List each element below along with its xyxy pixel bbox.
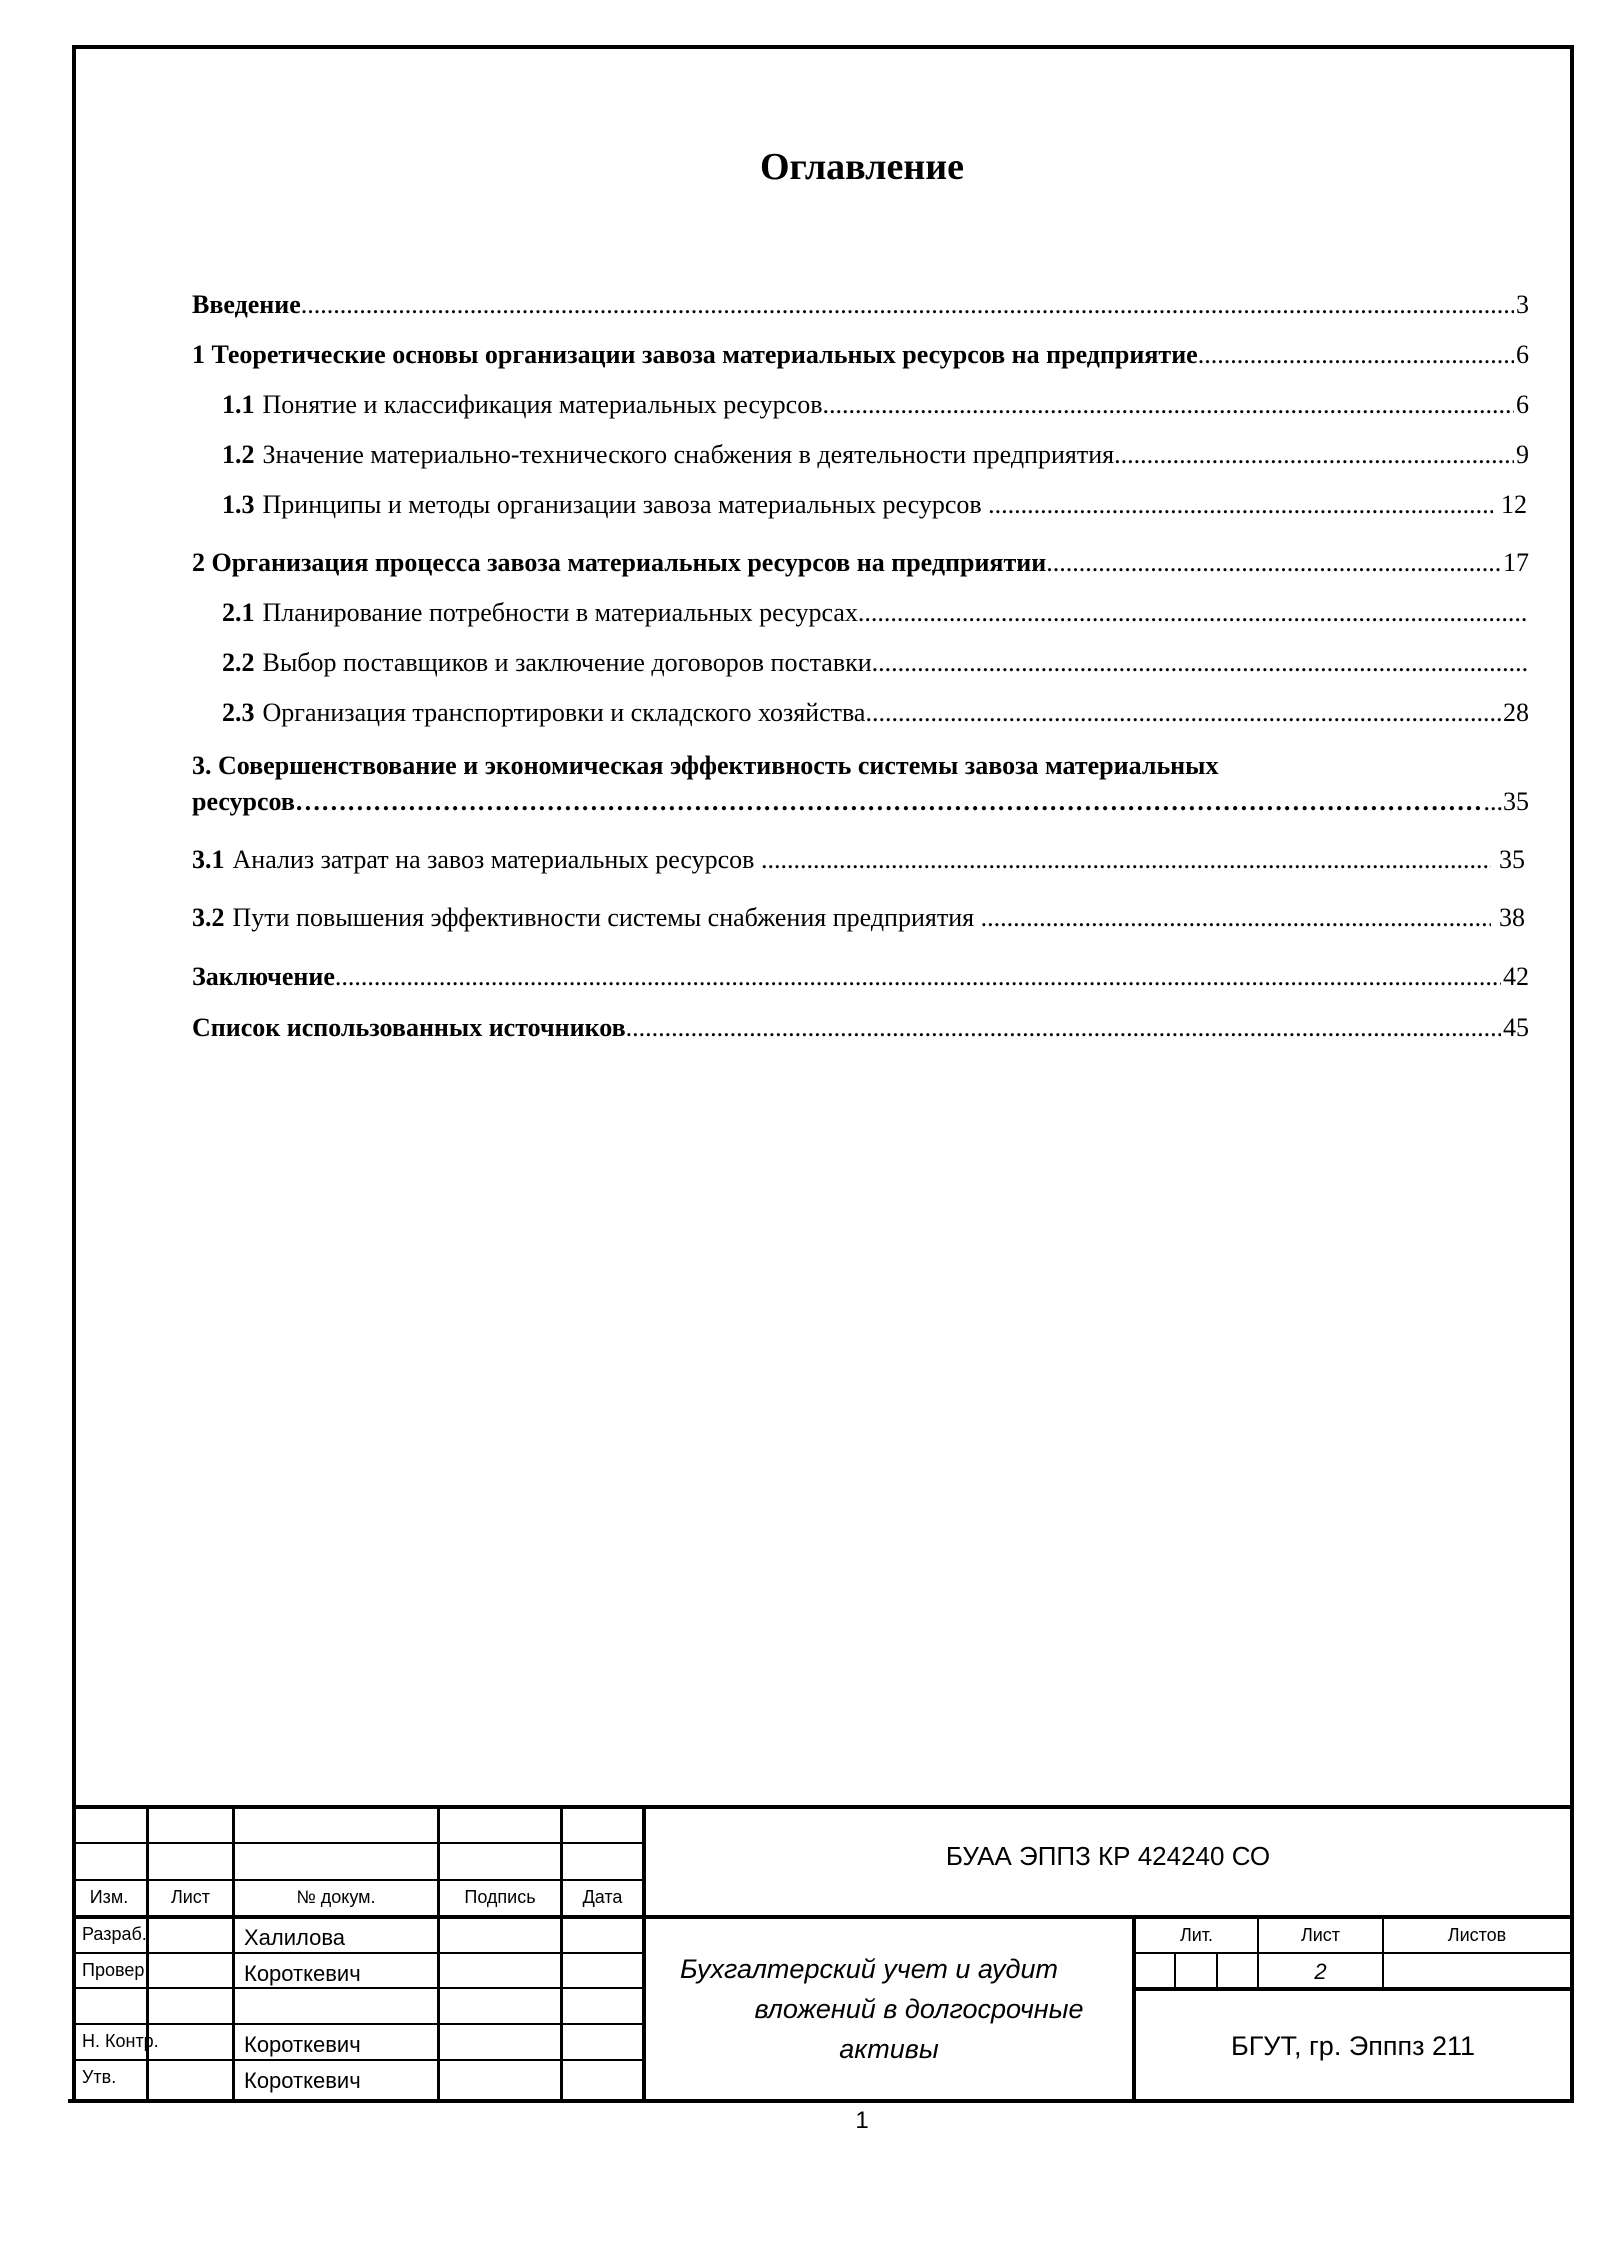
toc-leader (335, 962, 1501, 992)
toc-entry[interactable] (192, 548, 1529, 578)
toc-entry-page: 12 (1494, 490, 1527, 519)
role-name: Короткевич (244, 2068, 361, 2093)
toc-leader (295, 784, 1484, 820)
toc-entry-page: 45 (1503, 1013, 1529, 1042)
toc-entry[interactable] (222, 598, 1529, 628)
doc-number-header: № докум. (296, 1887, 376, 1907)
date-header: Дата (582, 1887, 623, 1907)
toc-entry-number: 3.2 (192, 903, 225, 932)
toc-entry[interactable] (192, 290, 1529, 320)
toc-entry-label: Заключение (192, 962, 335, 991)
sheet-value: 2 (1314, 1959, 1327, 1984)
toc-entry-label: Выбор поставщиков и заключение договоров поставки (262, 648, 872, 677)
sheet-label: Лист (1300, 1925, 1341, 1945)
toc-entry-label: Значение материально-технического снабжения в деятельности предприятия (262, 440, 1115, 469)
toc-entry-page: 9 (1516, 440, 1529, 469)
toc-leader (1046, 548, 1501, 578)
toc-leader (301, 290, 1514, 320)
role-label: Разраб. (82, 1924, 147, 1944)
toc-leader (865, 698, 1501, 728)
toc-entry-label: 2 Организация процесса завоза материальных ресурсов на предприятии (192, 548, 1047, 577)
role-label: Н. Контр. (82, 2031, 159, 2051)
toc-entry-label: Понятие и классификация материальных ресурсов (262, 390, 823, 419)
toc-entry[interactable] (222, 390, 1529, 420)
document-title (646, 1949, 1132, 2069)
toc-entry[interactable] (222, 698, 1529, 728)
toc-entry[interactable] (192, 903, 1525, 933)
toc-entry-multiline[interactable] (192, 748, 1529, 820)
toc-leader (981, 903, 1491, 933)
toc-entry[interactable] (222, 490, 1527, 520)
role-label: Провер. (82, 1960, 150, 1980)
role-name: Короткевич (244, 1961, 361, 1986)
toc-leader (626, 1013, 1501, 1043)
toc-leader (761, 845, 1491, 875)
toc-entry-label: Пути повышения эффективности системы снабжения предприятия (232, 903, 981, 932)
toc-entry-page: 6 (1516, 340, 1529, 369)
toc-entry-page: 6 (1516, 390, 1529, 419)
toc-leader (1114, 440, 1514, 470)
toc-entry-label: Введение (192, 290, 301, 319)
toc-entry[interactable] (192, 1013, 1529, 1043)
toc-leader (988, 490, 1492, 520)
organization: БГУТ, гр. Эпппз 211 (1230, 2031, 1476, 2061)
toc-entry-number: 3.1 (192, 845, 225, 874)
toc-leader (1198, 340, 1514, 370)
toc-entry-page: 38 (1492, 903, 1525, 932)
sheets-label: Листов (1447, 1925, 1507, 1945)
toc-entry-number: 1.2 (222, 440, 255, 469)
role-label: Утв. (82, 2067, 117, 2087)
toc-entry-page: 3 (1516, 290, 1529, 319)
toc-entry-number: 1.3 (222, 490, 255, 519)
toc-entry-page: 28 (1503, 698, 1529, 727)
toc-leader (823, 390, 1515, 420)
toc-entry[interactable] (192, 340, 1529, 370)
toc-entry-label: Принципы и методы организации завоза материальных ресурсов (262, 490, 989, 519)
izm-header: Изм. (89, 1887, 129, 1907)
toc-entry-label: Организация транспортировки и складского хозяйства (262, 698, 866, 727)
toc-entry-number: 2.2 (222, 648, 255, 677)
toc-entry-number: 2.3 (222, 698, 255, 727)
toc-leader (858, 598, 1527, 628)
toc-entry[interactable] (222, 648, 1529, 678)
document-title-line: вложений в долгосрочные (754, 1994, 1084, 2024)
toc-entry-page: 42 (1503, 962, 1529, 991)
page-number: 1 (855, 2107, 869, 2134)
toc-entry-label: Список использованных источников (192, 1013, 626, 1042)
toc-leader (872, 648, 1527, 678)
title-block (72, 1805, 1574, 2103)
toc-entry-number: 1.1 (222, 390, 255, 419)
document-title-line: активы (839, 2034, 939, 2064)
role-name: Халилова (244, 1925, 346, 1950)
document-title-line: Бухгалтерский учет и аудит (680, 1954, 1058, 1984)
toc-entry-label-line1: 3. Совершенствование и экономическая эффективность системы завоза материальных (192, 751, 1219, 780)
list-header: Лист (170, 1887, 211, 1907)
signature-header: Подпись (464, 1887, 536, 1907)
document-code: БУАА ЭППЗ КР 424240 СО (945, 1841, 1271, 1871)
toc-entry[interactable] (192, 845, 1525, 875)
toc-entry-label: Планирование потребности в материальных ресурсах (262, 598, 858, 627)
toc-entry[interactable] (222, 440, 1529, 470)
toc-entry-label: Анализ затрат на завоз материальных ресурсов (232, 845, 761, 874)
toc-entry-page: 35 (1492, 845, 1525, 874)
toc-entry-number: 2.1 (222, 598, 255, 627)
toc-title: Оглавление (759, 146, 965, 188)
toc-entry-label: 1 Теоретические основы организации завоза материальных ресурсов на предприятие (192, 340, 1198, 369)
role-name: Короткевич (244, 2032, 361, 2057)
toc-entry-label-line2: ресурсов (192, 787, 295, 816)
lit-label: Лит. (1179, 1925, 1214, 1945)
toc-entry-page: ...35 (1483, 787, 1529, 816)
toc-entry[interactable] (192, 962, 1529, 992)
toc-entry-page: 17 (1503, 548, 1529, 577)
